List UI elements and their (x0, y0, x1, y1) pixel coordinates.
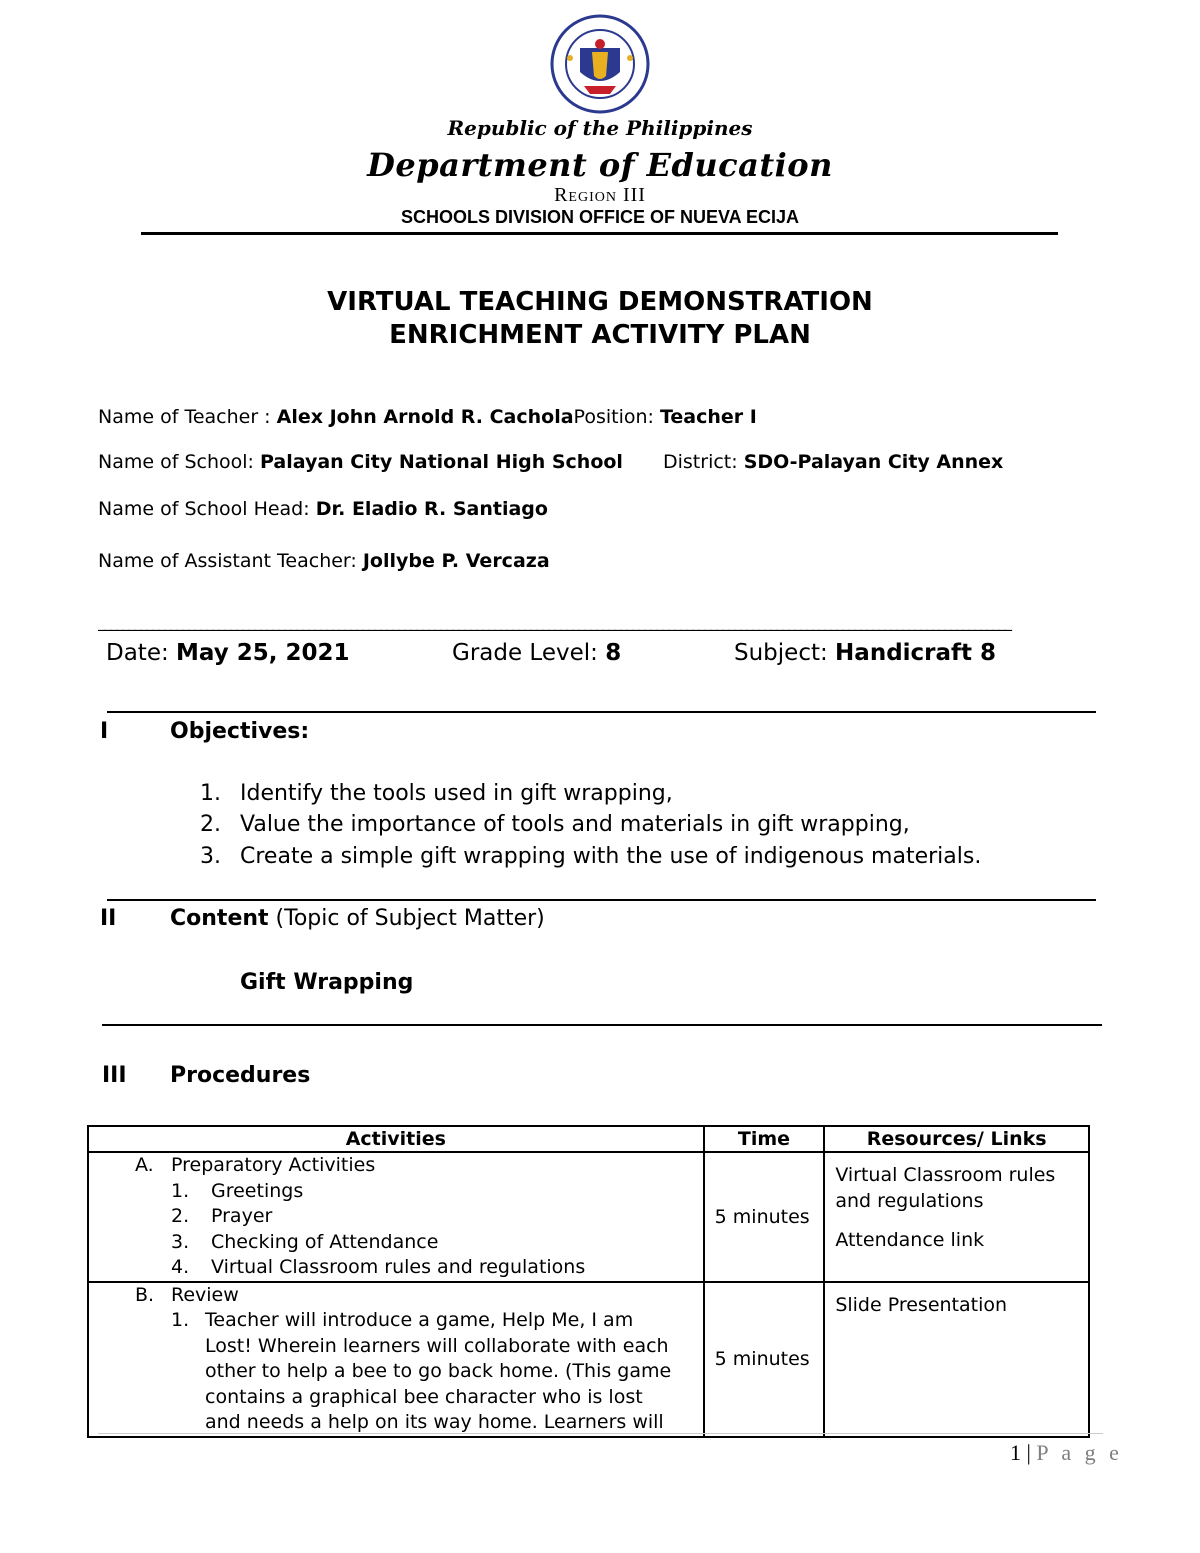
school-name: Palayan City National High School (259, 451, 623, 473)
activity-title: Review (171, 1283, 239, 1306)
column-header: Activities (88, 1126, 704, 1152)
list-text-continuation: other to help a bee to go back home. (This game (205, 1360, 672, 1382)
section-divider (107, 711, 1096, 713)
list-text-continuation: and needs a help on its way home. Learners will (205, 1411, 664, 1433)
section-title (170, 906, 545, 931)
republic-heading: Republic of the Philippines (447, 116, 753, 140)
list-text: Checking of Attendance (211, 1230, 439, 1253)
table-header-row (88, 1126, 1089, 1152)
activity-letter: A. (135, 1154, 154, 1176)
list-item (89, 1255, 703, 1281)
assistant-name: Jollybe P. Vercaza (362, 550, 550, 572)
section-divider (107, 899, 1096, 901)
list-text: Greetings (211, 1179, 304, 1202)
position-value: Teacher I (659, 406, 757, 428)
objective-item (200, 781, 673, 806)
school-label: Name of School: (98, 451, 260, 473)
objective-number: 3. (200, 844, 221, 869)
list-number: 2. (171, 1205, 190, 1227)
activity-title: Preparatory Activities (171, 1154, 376, 1176)
procedures-table (87, 1125, 1090, 1438)
list-number: 3. (171, 1230, 190, 1253)
assistant-label: Name of Assistant Teacher: (98, 550, 363, 572)
resources-cell (824, 1282, 1089, 1437)
section-title: Procedures (170, 1063, 311, 1088)
objective-text: Identify the tools used in gift wrapping, (240, 781, 673, 806)
doc-title-line2: ENRICHMENT ACTIVITY PLAN (389, 320, 811, 350)
section-number: III (102, 1063, 127, 1088)
school-line (98, 451, 623, 473)
page-separator: | (1021, 1440, 1037, 1465)
content-subtitle: (Topic of Subject Matter) (268, 906, 545, 931)
list-item (89, 1179, 703, 1205)
list-number: 4. (171, 1256, 190, 1278)
teacher-label: Name of Teacher : (98, 406, 277, 428)
header-divider (141, 232, 1058, 235)
date-label: Date: (106, 640, 177, 666)
division-heading: SCHOOLS DIVISION OFFICE OF NUEVA ECIJA (400, 207, 800, 227)
department-heading: Department of Education (367, 146, 833, 184)
section-title: Objectives: (170, 719, 310, 744)
grade-value: 8 (605, 640, 622, 666)
footer-divider (98, 1433, 1103, 1434)
page-number (1010, 1440, 1123, 1466)
section-number: II (100, 906, 117, 931)
grade-label: Grade Level: (452, 640, 606, 666)
list-text: Prayer (211, 1205, 273, 1227)
list-item (89, 1204, 703, 1230)
subject-label: Subject: (734, 640, 836, 666)
district-label: District: (663, 451, 744, 473)
objective-number: 2. (200, 812, 221, 837)
section-divider (102, 1024, 1102, 1026)
resource-text: Slide Presentation (835, 1293, 1008, 1316)
page-number-value: 1 (1010, 1440, 1021, 1465)
objective-text: Value the importance of tools and materials in gift wrapping, (240, 812, 910, 837)
list-number: 1. (171, 1179, 190, 1202)
section-number: I (100, 719, 109, 744)
resource-text: Attendance link (835, 1229, 985, 1251)
activities-cell (88, 1152, 704, 1282)
objective-item (200, 844, 981, 869)
table-row (88, 1282, 1089, 1437)
region-heading: Region III (554, 184, 646, 206)
resource-text: Virtual Classroom rules and regulations (835, 1164, 1056, 1212)
date-field (106, 640, 350, 666)
list-text: Teacher will introduce a game, Help Me, I am (205, 1309, 634, 1331)
teacher-line (98, 406, 757, 428)
activity-heading (89, 1153, 703, 1179)
district-line (663, 451, 1003, 473)
list-number: 1. (171, 1309, 190, 1331)
school-head-name: Dr. Eladio R. Santiago (315, 498, 548, 520)
district-value: SDO-Palayan City Annex (743, 451, 1004, 473)
list-text: Virtual Classroom rules and regulations (211, 1256, 586, 1278)
doc-title-line1: VIRTUAL TEACHING DEMONSTRATION (327, 287, 873, 317)
activity-heading (89, 1283, 703, 1309)
school-head-label: Name of School Head: (98, 498, 316, 520)
activities-cell (88, 1282, 704, 1437)
separator-dash-line: ________________________________________________________________________________________________________________________________________________________ (98, 612, 1010, 631)
teacher-name: Alex John Arnold R. Cachola (276, 406, 574, 428)
content-topic: Gift Wrapping (240, 970, 414, 995)
time-cell: 5 minutes (704, 1282, 825, 1437)
list-text-continuation: Lost! Wherein learners will collaborate with each (205, 1334, 669, 1357)
subject-value: Handicraft 8 (835, 640, 997, 666)
subject-field (734, 640, 996, 666)
deped-seal-logo (540, 14, 660, 114)
resources-cell (824, 1152, 1089, 1282)
objective-text: Create a simple gift wrapping with the use of indigenous materials. (240, 844, 982, 869)
date-value: May 25, 2021 (176, 640, 350, 666)
list-item (89, 1308, 703, 1334)
position-label: Position: (573, 406, 660, 428)
list-item (89, 1230, 703, 1256)
objective-item (200, 812, 910, 837)
assistant-line (98, 550, 550, 572)
page-word: P a g e (1036, 1440, 1123, 1465)
activity-letter: B. (135, 1283, 155, 1306)
objective-number: 1. (200, 781, 221, 806)
school-head-line (98, 498, 548, 520)
column-header: Time (704, 1126, 825, 1152)
content-title: Content (170, 906, 269, 931)
time-cell: 5 minutes (704, 1152, 825, 1282)
list-text-continuation: contains a graphical bee character who is lost (205, 1385, 643, 1408)
column-header: Resources/ Links (824, 1126, 1089, 1152)
table-row (88, 1152, 1089, 1282)
grade-field (452, 640, 621, 666)
